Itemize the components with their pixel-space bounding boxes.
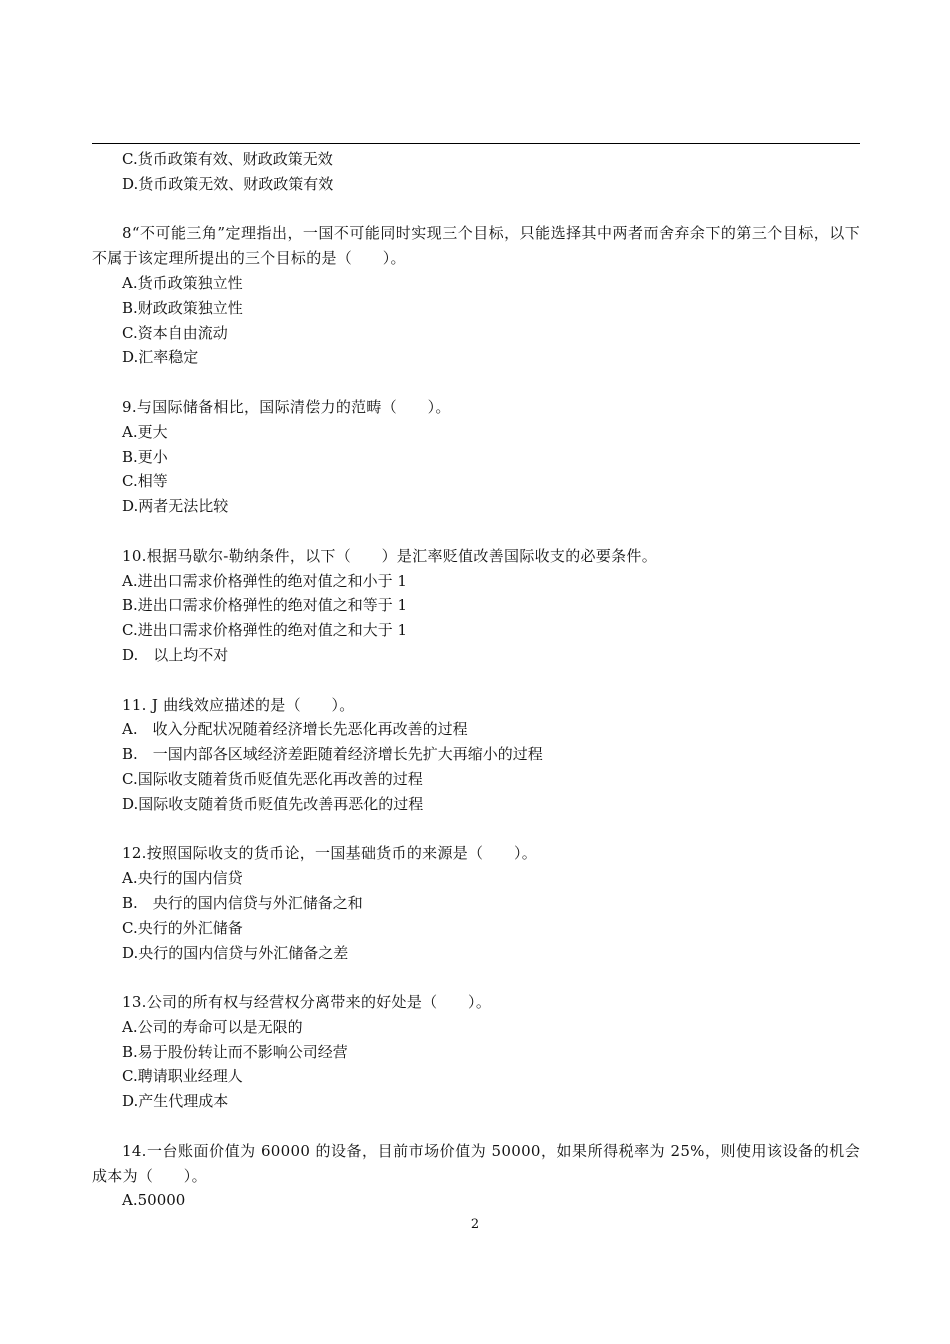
option-13-a: A.公司的寿命可以是无限的 <box>122 1017 303 1036</box>
question-11 <box>92 693 860 817</box>
option-8-c: C.资本自由流动 <box>122 323 228 342</box>
page-content <box>92 147 860 1213</box>
option-7-c: C.货币政策有效、财政政策无效 <box>122 150 333 168</box>
option-11-a: A. 收入分配状况随着经济增长先恶化再改善的过程 <box>122 720 468 739</box>
option-12-c: C.央行的外汇储备 <box>122 918 243 937</box>
option-9-c: C.相等 <box>122 472 168 491</box>
option-8-d: D.汇率稳定 <box>122 348 199 367</box>
option-10-d: D. 以上均不对 <box>122 645 229 664</box>
question-8-stem: 8“不可能三角”定理指出，一国不可能同时实现三个目标，只能选择其中两者而舍弃余下的第三个目标，以下不属于该定理所提出的三个目标的是（ ）。 <box>92 224 860 268</box>
option-13-b: B.易于股份转让而不影响公司经营 <box>122 1042 348 1061</box>
question-9-stem: 9.与国际储备相比，国际清偿力的范畴（ ）。 <box>122 397 451 416</box>
question-12-stem: 12.按照国际收支的货币论，一国基础货币的来源是（ ）。 <box>122 844 538 863</box>
option-14-a: A.50000 <box>122 1191 186 1210</box>
header-rule <box>92 143 860 144</box>
option-7-d: D.货币政策无效、财政政策有效 <box>122 174 334 193</box>
option-10-b: B.进出口需求价格弹性的绝对值之和等于 1 <box>122 596 408 615</box>
option-9-d: D.两者无法比较 <box>122 497 229 516</box>
page-number: 2 <box>470 1217 480 1232</box>
question-10-stem: 10.根据马歇尔-勒纳条件，以下（ ）是汇率贬值改善国际收支的必要条件。 <box>122 546 658 565</box>
option-9-a: A.更大 <box>122 422 168 441</box>
option-12-a: A.央行的国内信贷 <box>122 869 243 888</box>
option-11-c: C.国际收支随着货币贬值先恶化再改善的过程 <box>122 769 423 788</box>
option-8-b: B.财政政策独立性 <box>122 298 243 317</box>
option-10-a: A.进出口需求价格弹性的绝对值之和小于 1 <box>122 571 407 590</box>
question-13-stem: 13.公司的所有权与经营权分离带来的好处是（ ）。 <box>122 993 492 1012</box>
question-14 <box>92 1139 860 1213</box>
question-13 <box>92 990 860 1114</box>
question-11-stem: 11. J 曲线效应描述的是（ ）。 <box>122 695 355 714</box>
option-8-a: A.货币政策独立性 <box>122 273 243 292</box>
option-13-c: C.聘请职业经理人 <box>122 1067 243 1086</box>
option-11-d: D.国际收支随着货币贬值先改善再恶化的过程 <box>122 794 424 813</box>
option-12-b: B. 央行的国内信贷与外汇储备之和 <box>122 893 363 912</box>
option-12-d: D.央行的国内信贷与外汇储备之差 <box>122 943 349 962</box>
option-10-c: C.进出口需求价格弹性的绝对值之和大于 1 <box>122 621 408 640</box>
option-13-d: D.产生代理成本 <box>122 1092 229 1111</box>
option-11-b: B. 一国内部各区域经济差距随着经济增长先扩大再缩小的过程 <box>122 745 543 764</box>
question-14-stem: 14.一台账面价值为 60000 的设备，目前市场价值为 50000，如果所得税率为 25%，则使用该设备的机会成本为（ ）。 <box>92 1141 860 1185</box>
question-9 <box>92 395 860 519</box>
question-12 <box>92 841 860 965</box>
option-9-b: B.更小 <box>122 447 168 466</box>
question-10 <box>92 544 860 668</box>
question-8 <box>92 221 860 370</box>
